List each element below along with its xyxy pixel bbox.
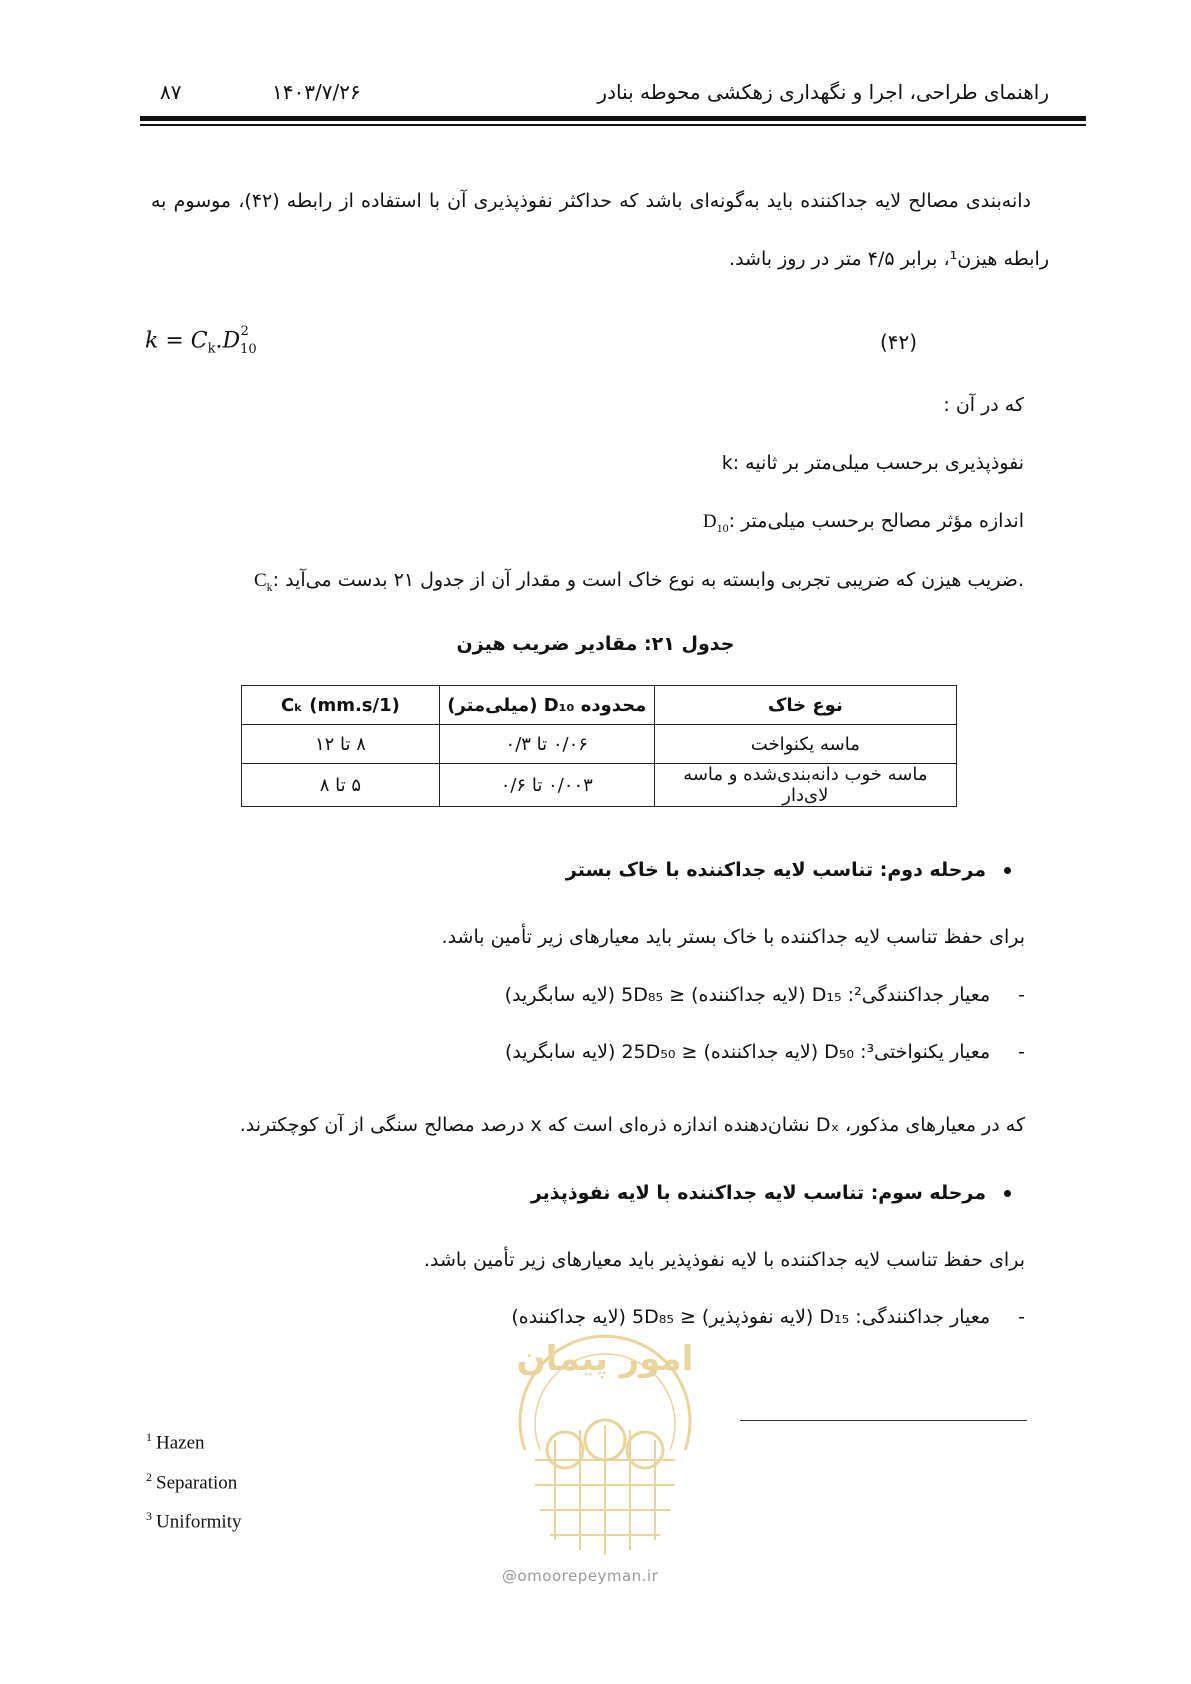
criterion-text: معیار جداکنندگی²: D₁₅ (لایه جداکننده) ≤ 5D₈₅ (لایه سابگرید) [504,984,991,1006]
definition-ck: $C_k$: ضریب هیزن که ضریبی تجربی وابسته به نوع خاک است و مقدار آن از جدول ۲۱ بدست می‌آید. [253,569,1024,594]
footnote-text: Hazen [156,1432,205,1454]
bullet-icon [1004,1190,1011,1197]
header-soil-type: نوع خاک [654,686,956,725]
header-rule-thick [140,116,1086,121]
header-d10-range: محدوده D₁₀ (میلی‌متر) [439,686,654,725]
footnote-number: 3 [146,1509,152,1523]
intro-paragraph-line-2: رابطه هیزن¹، برابر ۴/۵ متر در روز باشد. [729,248,1049,270]
definition-ck-text: : ضریب هیزن که ضریبی تجربی وابسته به نوع خاک است و مقدار آن از جدول ۲۱ بدست می‌آید. [272,569,1024,591]
equation-number: (۴۲) [880,330,918,354]
definition-d10-text: : اندازه مؤثر مصالح برحسب میلی‌متر [728,510,1024,532]
criterion-text: معیار جداکنندگی: D₁₅ (لایه نفوذپذیر) ≤ 5D₈₅ (لایه جداکننده) [511,1306,991,1328]
dash-icon: - [1018,1306,1025,1328]
header-rule-thin [140,124,1086,126]
watermark-logo [495,1300,715,1570]
header-ck: (1/mm.s) Cₖ [242,686,440,725]
watermark-url [502,1567,658,1585]
footnote-number: 1 [146,1430,152,1444]
watermark-logo-text: امور پیمان [516,1339,694,1379]
table-row [242,764,957,807]
where-label: که در آن : [943,394,1024,416]
footnote-text: Separation [156,1472,238,1494]
dx-note: که در معیارهای مذکور، Dₓ نشان‌دهنده اندازه ذره‌ای است که x درصد مصالح سنگی از آن کوچکترند. [239,1114,1025,1136]
page-number: ۸۷ [160,80,182,104]
stage3-heading-text: مرحله سوم: تناسب لایه جداکننده با لایه نفوذپذیر [530,1182,986,1204]
stage2-heading [566,859,1011,881]
watermark-url-text: omoorepeyman.ir [517,1567,659,1585]
footnote-1 [146,1430,205,1454]
definition-k: k: نفوذپذیری برحسب میلی‌متر بر ثانیه [721,452,1024,474]
dash-icon: - [1018,984,1025,1006]
stage2-paragraph: برای حفظ تناسب لایه جداکننده با خاک بستر باید معیارهای زیر تأمین باشد. [441,926,1025,948]
cell-soil-type: ماسه خوب دانه‌بندی‌شده و ماسه لای‌دار [654,764,956,807]
table-row [242,725,957,764]
stage2-heading-text: مرحله دوم: تناسب لایه جداکننده با خاک بستر [565,859,986,881]
stage2-criterion-uniformity [505,1037,1025,1067]
footnote-number: 2 [146,1470,152,1484]
hazen-coefficient-table [241,685,957,807]
table-caption: جدول ۲۱: مقادیر ضریب هیزن [456,633,735,655]
stage2-criterion-separation [505,980,1025,1010]
table-header-row [242,686,957,725]
header-date: ۱۴۰۳/۷/۲۶ [272,80,361,104]
cell-ck: ۸ تا ۱۲ [242,725,440,764]
criterion-text: معیار یکنواختی³: D₅₀ (لایه جداکننده) ≤ 25D₅₀ (لایه سابگرید) [505,1041,991,1063]
stage3-paragraph: برای حفظ تناسب لایه جداکننده با لایه نفوذپذیر باید معیارهای زیر تأمین باشد. [424,1249,1025,1271]
dash-icon: - [1018,1041,1025,1063]
hazen-formula: $k = C_k.D_{10}^2$ [145,324,257,357]
intro-paragraph-line-1: دانه‌بندی مصالح لایه جداکننده باید به‌گونه‌ای باشد که حداکثر نفوذپذیری آن با استفاده از رابطه (۴۲)، موسوم به [151,190,1032,212]
running-header-title: راهنمای طراحی، اجرا و نگهداری زهکشی محوطه بنادر [597,80,1049,104]
cell-d10-range: ۰/۰۰۳ تا ۰/۶ [439,764,654,807]
bullet-icon [1004,867,1011,874]
footnote-2 [146,1470,237,1494]
cell-soil-type: ماسه یکنواخت [654,725,956,764]
cell-ck: ۵ تا ۸ [242,764,440,807]
cell-d10-range: ۰/۰۶ تا ۰/۳ [439,725,654,764]
footnote-text: Uniformity [156,1511,242,1533]
footnote-rule [740,1420,1027,1421]
definition-d10: $D_{10}$: اندازه مؤثر مصالح برحسب میلی‌متر [702,510,1024,535]
stage3-heading [531,1182,1011,1204]
footnote-3 [146,1509,242,1533]
at-icon: @ [502,1567,518,1585]
